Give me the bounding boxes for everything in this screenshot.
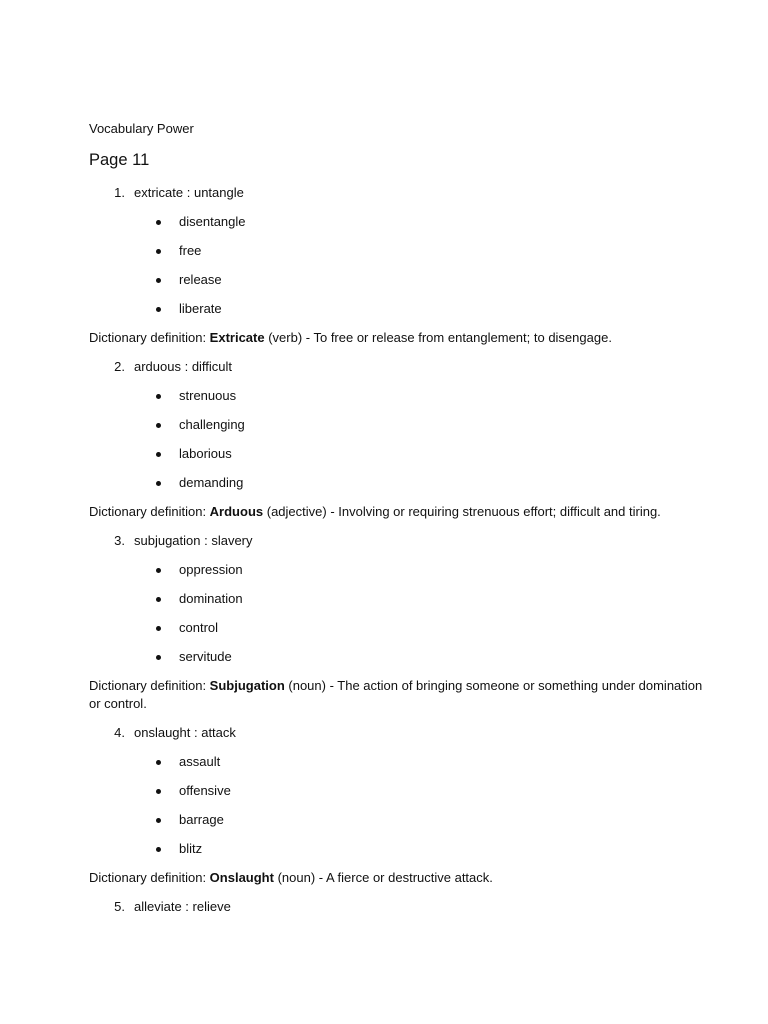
term-number: 1. [114,185,125,200]
synonym-text: domination [179,591,243,606]
definition-text: (adjective) - Involving or requiring strenuous effort; difficult and tiring. [263,504,661,519]
synonym-text: oppression [179,562,243,577]
term-pair: onslaught : attack [134,725,236,740]
vocab-term-line [89,358,709,387]
bullet-icon [156,626,161,631]
synonym-text: offensive [179,783,231,798]
term-pair: extricate : untangle [134,185,244,200]
synonym-list [89,561,709,677]
bullet-icon [156,452,161,457]
term-number: 4. [114,725,125,740]
synonym-text: challenging [179,417,245,432]
definition-prefix: Dictionary definition: [89,678,210,693]
bullet-icon [156,307,161,312]
term-number: 2. [114,359,125,374]
bullet-icon [156,818,161,823]
synonym-item [89,753,709,782]
bullet-icon [156,249,161,254]
bullet-icon [156,394,161,399]
synonym-item [89,811,709,840]
synonym-item [89,387,709,416]
bullet-icon [156,760,161,765]
vocab-term-line [89,898,709,927]
bullet-icon [156,481,161,486]
synonym-text: control [179,620,219,635]
definition-text: (verb) - To free or release from entanglement; to disengage. [264,330,612,345]
bullet-icon [156,789,161,794]
synonym-text: laborious [179,446,232,461]
synonym-item [89,416,709,445]
page-heading: Page 11 [89,151,150,169]
term-pair: arduous : difficult [134,359,233,374]
dictionary-definition [89,329,709,347]
synonym-text: free [179,243,202,258]
term-pair: alleviate : relieve [134,899,231,914]
synonym-item [89,242,709,271]
vocab-term-line [89,532,709,561]
synonym-item [89,619,709,648]
synonym-text: liberate [179,301,222,316]
synonym-item [89,782,709,811]
definition-word: Extricate [209,330,265,345]
synonym-item [89,213,709,242]
synonym-item [89,561,709,590]
synonym-item [89,300,709,329]
definition-text: (noun) - A fierce or destructive attack. [273,870,493,885]
synonym-text: blitz [179,841,203,856]
synonym-item [89,840,709,869]
synonym-list [89,387,709,503]
synonym-item [89,271,709,300]
bullet-icon [156,278,161,283]
synonym-item [89,648,709,677]
dictionary-definition [89,503,709,521]
synonym-text: release [179,272,222,287]
bullet-icon [156,568,161,573]
definition-word: Subjugation [209,678,285,693]
definition-text: (noun) - The action of bringing someone or something under domination or control. [89,678,703,711]
bullet-icon [156,597,161,602]
vocab-term-line [89,184,709,213]
bullet-icon [156,423,161,428]
synonym-text: assault [179,754,221,769]
synonym-list [89,213,709,329]
dictionary-definition [89,677,709,713]
definition-word: Onslaught [209,870,274,885]
dictionary-definition [89,869,709,887]
definition-prefix: Dictionary definition: [89,330,210,345]
bullet-icon [156,220,161,225]
synonym-text: servitude [179,649,232,664]
term-number: 5. [114,899,125,914]
term-pair: subjugation : slavery [134,533,253,548]
bullet-icon [156,847,161,852]
synonym-item [89,590,709,619]
vocab-term-line [89,724,709,753]
synonym-text: barrage [179,812,224,827]
vocabulary-list [89,184,709,927]
bullet-icon [156,655,161,660]
definition-word: Arduous [209,504,264,519]
synonym-text: disentangle [179,214,246,229]
synonym-item [89,474,709,503]
definition-prefix: Dictionary definition: [89,504,210,519]
synonym-list [89,753,709,869]
term-number: 3. [114,533,125,548]
synonym-item [89,445,709,474]
synonym-text: demanding [179,475,244,490]
definition-prefix: Dictionary definition: [89,870,210,885]
synonym-text: strenuous [179,388,237,403]
document-title: Vocabulary Power [89,121,194,136]
